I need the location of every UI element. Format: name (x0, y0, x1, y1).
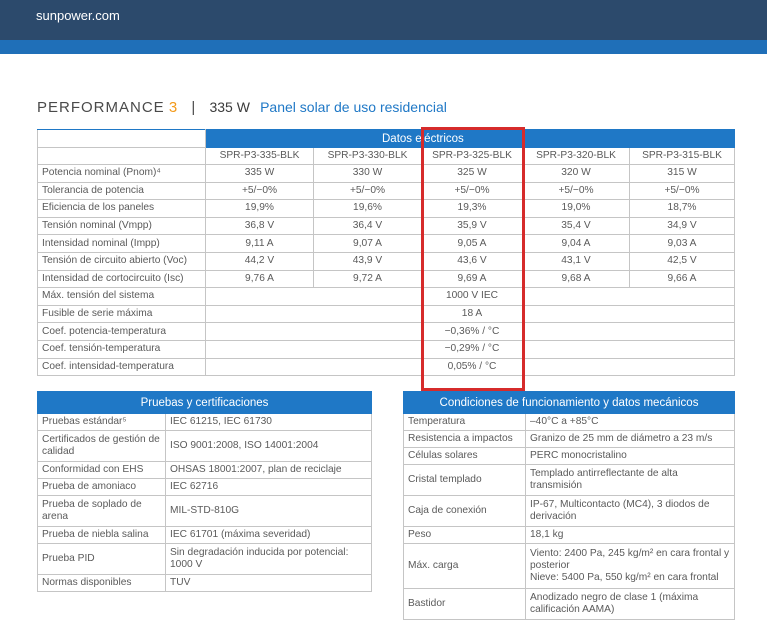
cell-value: ISO 9001:2008, ISO 14001:2004 (166, 431, 372, 462)
cell-value: 36,4 V (314, 217, 422, 235)
product-series-number: 3 (168, 99, 178, 116)
row-label: Coef. intensidad-temperatura (38, 358, 206, 376)
cell-value: IEC 61215, IEC 61730 (166, 414, 372, 431)
row-label: Prueba de soplado de arena (38, 496, 166, 527)
cell-value (526, 544, 735, 589)
table-row (38, 544, 372, 575)
cell-value: TUV (166, 575, 372, 592)
row-label: Intensidad de cortocircuito (Isc) (38, 270, 206, 288)
cell-value: 19,3% (422, 200, 523, 218)
cell-value: IEC 62716 (166, 479, 372, 496)
table-row (38, 358, 735, 376)
table-row (38, 270, 735, 288)
cell-value: 9,03 A (630, 235, 735, 253)
cell-value: 9,68 A (523, 270, 630, 288)
cell-value: 35,9 V (422, 217, 523, 235)
cell-value: IEC 61701 (máxima severidad) (166, 527, 372, 544)
table-row (38, 200, 735, 218)
cell-value: 320 W (523, 165, 630, 183)
mechanical-title: Condiciones de funcionamiento y datos mecánicos (404, 392, 735, 414)
row-label: Potencia nominal (Pnom)⁴ (38, 165, 206, 183)
row-label: Fusible de serie máxima (38, 305, 206, 323)
table-row (404, 448, 735, 465)
row-label: Bastidor (404, 589, 526, 620)
electrical-header-row (38, 130, 735, 148)
cell-value: 330 W (314, 165, 422, 183)
cell-value: 9,69 A (422, 270, 523, 288)
row-label: Prueba PID (38, 544, 166, 575)
cell-value: −0,36% / °C (422, 323, 523, 341)
table-row (38, 323, 735, 341)
table-row (404, 431, 735, 448)
product-wattage: 335 W (209, 99, 250, 115)
model-name: SPR-P3-315-BLK (630, 148, 735, 165)
certifications-table (37, 391, 372, 592)
row-label: Conformidad con EHS (38, 462, 166, 479)
table-row (38, 462, 372, 479)
cell-value: 19,9% (206, 200, 314, 218)
table-row (38, 165, 735, 183)
cell-value: 18,7% (630, 200, 735, 218)
table-row (404, 496, 735, 527)
mechanical-header-row (404, 392, 735, 414)
header-accent-stripe (0, 40, 767, 54)
cell-value: +5/−0% (206, 182, 314, 200)
row-label: Intensidad nominal (Impp) (38, 235, 206, 253)
cell-value: 35,4 V (523, 217, 630, 235)
row-label: Cristal templado (404, 465, 526, 496)
table-row (404, 465, 735, 496)
row-label: Coef. potencia-temperatura (38, 323, 206, 341)
row-label: Resistencia a impactos (404, 431, 526, 448)
cell-value: 42,5 V (630, 252, 735, 270)
cell-value: 315 W (630, 165, 735, 183)
row-label: Caja de conexión (404, 496, 526, 527)
table-row (404, 589, 735, 620)
row-label: Pruebas estándar⁵ (38, 414, 166, 431)
site-domain[interactable]: sunpower.com (36, 8, 120, 23)
cell-value: 43,9 V (314, 252, 422, 270)
cell-value: 9,66 A (630, 270, 735, 288)
row-label: Tensión nominal (Vmpp) (38, 217, 206, 235)
table-row (38, 575, 372, 592)
cell-value: 9,72 A (314, 270, 422, 288)
electrical-data-table (37, 129, 735, 376)
cell-value: IP-67, Multicontacto (MC4), 3 diodos de derivación (526, 496, 735, 527)
table-row (38, 414, 372, 431)
row-label: Certificados de gestión de calidad (38, 431, 166, 462)
row-label: Máx. carga (404, 544, 526, 589)
cell-value: 43,6 V (422, 252, 523, 270)
table-row (38, 527, 372, 544)
model-name: SPR-P3-330-BLK (314, 148, 422, 165)
cell-value: 18 A (422, 305, 523, 323)
cell-value: 9,04 A (523, 235, 630, 253)
model-name: SPR-P3-320-BLK (523, 148, 630, 165)
cell-value: 34,9 V (630, 217, 735, 235)
row-label: Células solares (404, 448, 526, 465)
model-name: SPR-P3-325-BLK (422, 148, 523, 165)
cell-value: 44,2 V (206, 252, 314, 270)
cell-value: 36,8 V (206, 217, 314, 235)
title-separator: | (191, 99, 196, 116)
page-title (37, 99, 447, 116)
cell-value: Granizo de 25 mm de diámetro a 23 m/s (526, 431, 735, 448)
cell-value: –40°C a +85°C (526, 414, 735, 431)
table-row (38, 340, 735, 358)
cell-value: 9,76 A (206, 270, 314, 288)
row-label: Normas disponibles (38, 575, 166, 592)
load-wind: Viento: 2400 Pa, 245 kg/m² en cara frontal y posterior (530, 548, 730, 571)
table-row (38, 252, 735, 270)
cell-value: Anodizado negro de clase 1 (máxima calificación AAMA) (526, 589, 735, 620)
table-row (404, 544, 735, 589)
table-row (38, 182, 735, 200)
row-label: Peso (404, 527, 526, 544)
table-row (404, 527, 735, 544)
table-row (38, 431, 372, 462)
cell-value: PERC monocristalino (526, 448, 735, 465)
model-header-row (38, 148, 735, 165)
cell-value: +5/−0% (314, 182, 422, 200)
certifications-header-row (38, 392, 372, 414)
table-row (38, 479, 372, 496)
row-label: Tensión de circuito abierto (Voc) (38, 252, 206, 270)
cell-value: 335 W (206, 165, 314, 183)
cell-value: 43,1 V (523, 252, 630, 270)
row-label: Tolerancia de potencia (38, 182, 206, 200)
model-name: SPR-P3-335-BLK (206, 148, 314, 165)
cell-value: +5/−0% (523, 182, 630, 200)
cell-value: 19,0% (523, 200, 630, 218)
table-row (38, 496, 372, 527)
product-brand: PERFORMANCE (37, 99, 165, 116)
mechanical-data-table (403, 391, 735, 620)
table-row (404, 414, 735, 431)
cell-value: 9,05 A (422, 235, 523, 253)
product-description: Panel solar de uso residencial (260, 99, 447, 115)
row-label: Eficiencia de los paneles (38, 200, 206, 218)
cell-value: 1000 V IEC (422, 288, 523, 306)
table-row (38, 235, 735, 253)
table-row (38, 288, 735, 306)
row-label: Prueba de niebla salina (38, 527, 166, 544)
cell-value: 19,6% (314, 200, 422, 218)
certifications-title: Pruebas y certificaciones (38, 392, 372, 414)
table-row (38, 305, 735, 323)
cell-value: +5/−0% (422, 182, 523, 200)
cell-value: 18,1 kg (526, 527, 735, 544)
load-snow: Nieve: 5400 Pa, 550 kg/m² en cara frontal (530, 572, 719, 583)
row-label: Máx. tensión del sistema (38, 288, 206, 306)
electrical-table-title: Datos eléctricos (206, 130, 735, 148)
cell-value: +5/−0% (630, 182, 735, 200)
cell-value: 9,11 A (206, 235, 314, 253)
row-label: Coef. tensión-temperatura (38, 340, 206, 358)
highlight-box (421, 127, 525, 391)
cell-value: 0,05% / °C (422, 358, 523, 376)
cell-value: Sin degradación inducida por potencial: 1000 V (166, 544, 372, 575)
cell-value: 325 W (422, 165, 523, 183)
row-label: Temperatura (404, 414, 526, 431)
cell-value: MIL-STD-810G (166, 496, 372, 527)
cell-value: 9,07 A (314, 235, 422, 253)
cell-value: OHSAS 18001:2007, plan de reciclaje (166, 462, 372, 479)
cell-value: −0,29% / °C (422, 340, 523, 358)
site-header-bar (0, 0, 767, 40)
table-row (38, 217, 735, 235)
cell-value: Templado antirreflectante de alta transmisión (526, 465, 735, 496)
row-label: Prueba de amoniaco (38, 479, 166, 496)
